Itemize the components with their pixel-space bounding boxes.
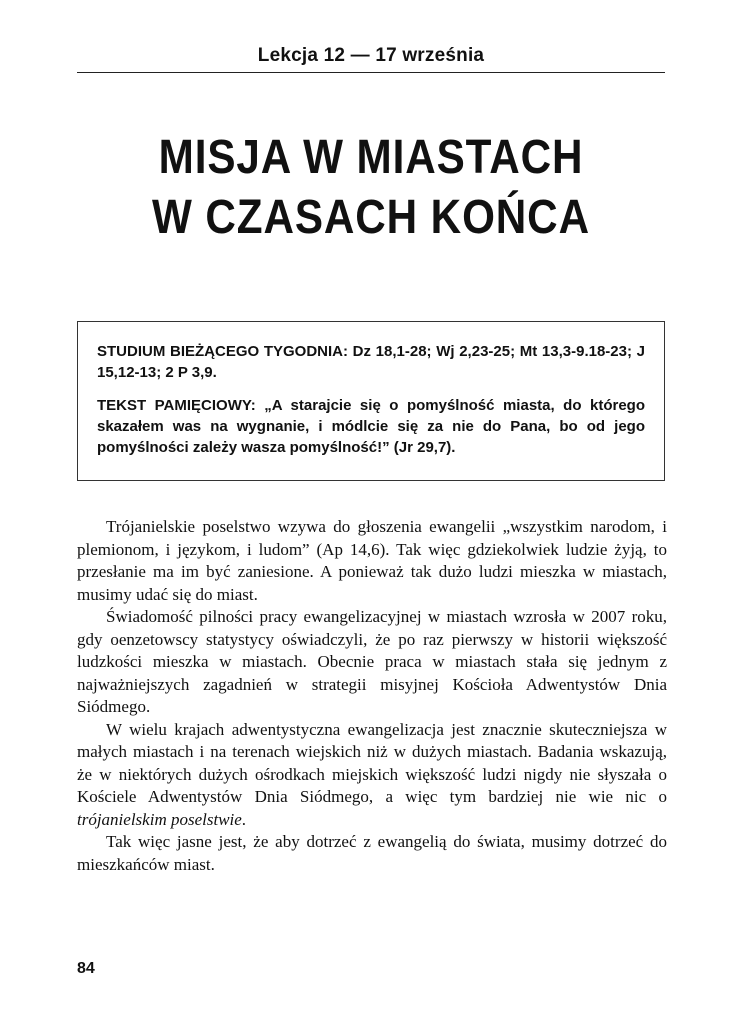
study-box (77, 321, 665, 481)
title-line-1: MISJA W MIASTACH (158, 131, 584, 184)
paragraph-3 (77, 719, 667, 832)
page-title (112, 128, 629, 248)
body-text (77, 516, 667, 876)
paragraph-2: Świadomość pilności pracy ewangelizacyjnej w miastach wzrosła w 2007 roku, gdy oenzetowscy statystycy oświadczyli, że po raz pierwszy w historii większość ludzkości mieszka w miastach. Obecnie praca w miastach stała się jednym z najważniejszych zagadnień w strategii misyjnej Kościoła Adwentystów Dnia Siódmego. (77, 607, 667, 716)
weekly-study-text: STUDIUM BIEŻĄCEGO TYGODNIA: Dz 18,1-28; Wj 2,23-25; Mt 13,3-9.18-23; J 15,12-13; 2 P 3,9. (97, 343, 645, 381)
paragraph-1: Trójanielskie poselstwo wzywa do głoszenia ewangelii „wszystkim narodom, i plemionom, i językom, i ludom” (Ap 14,6). Tak więc gdziekolwiek ludzie żyją, to przesłanie ma im być zaniesione. A ponieważ tak dużo ludzi mieszka w miastach, musimy udać się do miast. (77, 517, 667, 604)
page-number: 84 (77, 960, 95, 977)
paragraph-4: Tak więc jasne jest, że aby dotrzeć z ewangelią do świata, musimy dotrzeć do mieszkańców miast. (77, 832, 667, 874)
lesson-header: Lekcja 12 — 17 września (77, 42, 665, 73)
memory-text: TEKST PAMIĘCIOWY: „A starajcie się o pomyślność miasta, do którego skazałem was na wygnanie, i módlcie się za nie do Pana, bo od jego pomyślności zależy wasza pomyślność!” (Jr 29,7). (97, 397, 645, 456)
paragraph-3-italic: trójanielskim poselstwie (77, 809, 242, 829)
title-line-2: W CZASACH KOŃCA (152, 191, 590, 244)
paragraph-3-start: W wielu krajach adwentystyczna ewangelizacja jest znacznie skuteczniejsza w małych miastach i na terenach wiejskich niż w dużych miastach. Badania wskazują, że w niektórych dużych ośrodkach miejskich większość ludzi nigdy nie słyszała o Kościele Adwentystów Dnia Siódmego, a więc tym bardziej nie wie nic o (77, 719, 667, 806)
paragraph-3-end: . (241, 809, 247, 829)
